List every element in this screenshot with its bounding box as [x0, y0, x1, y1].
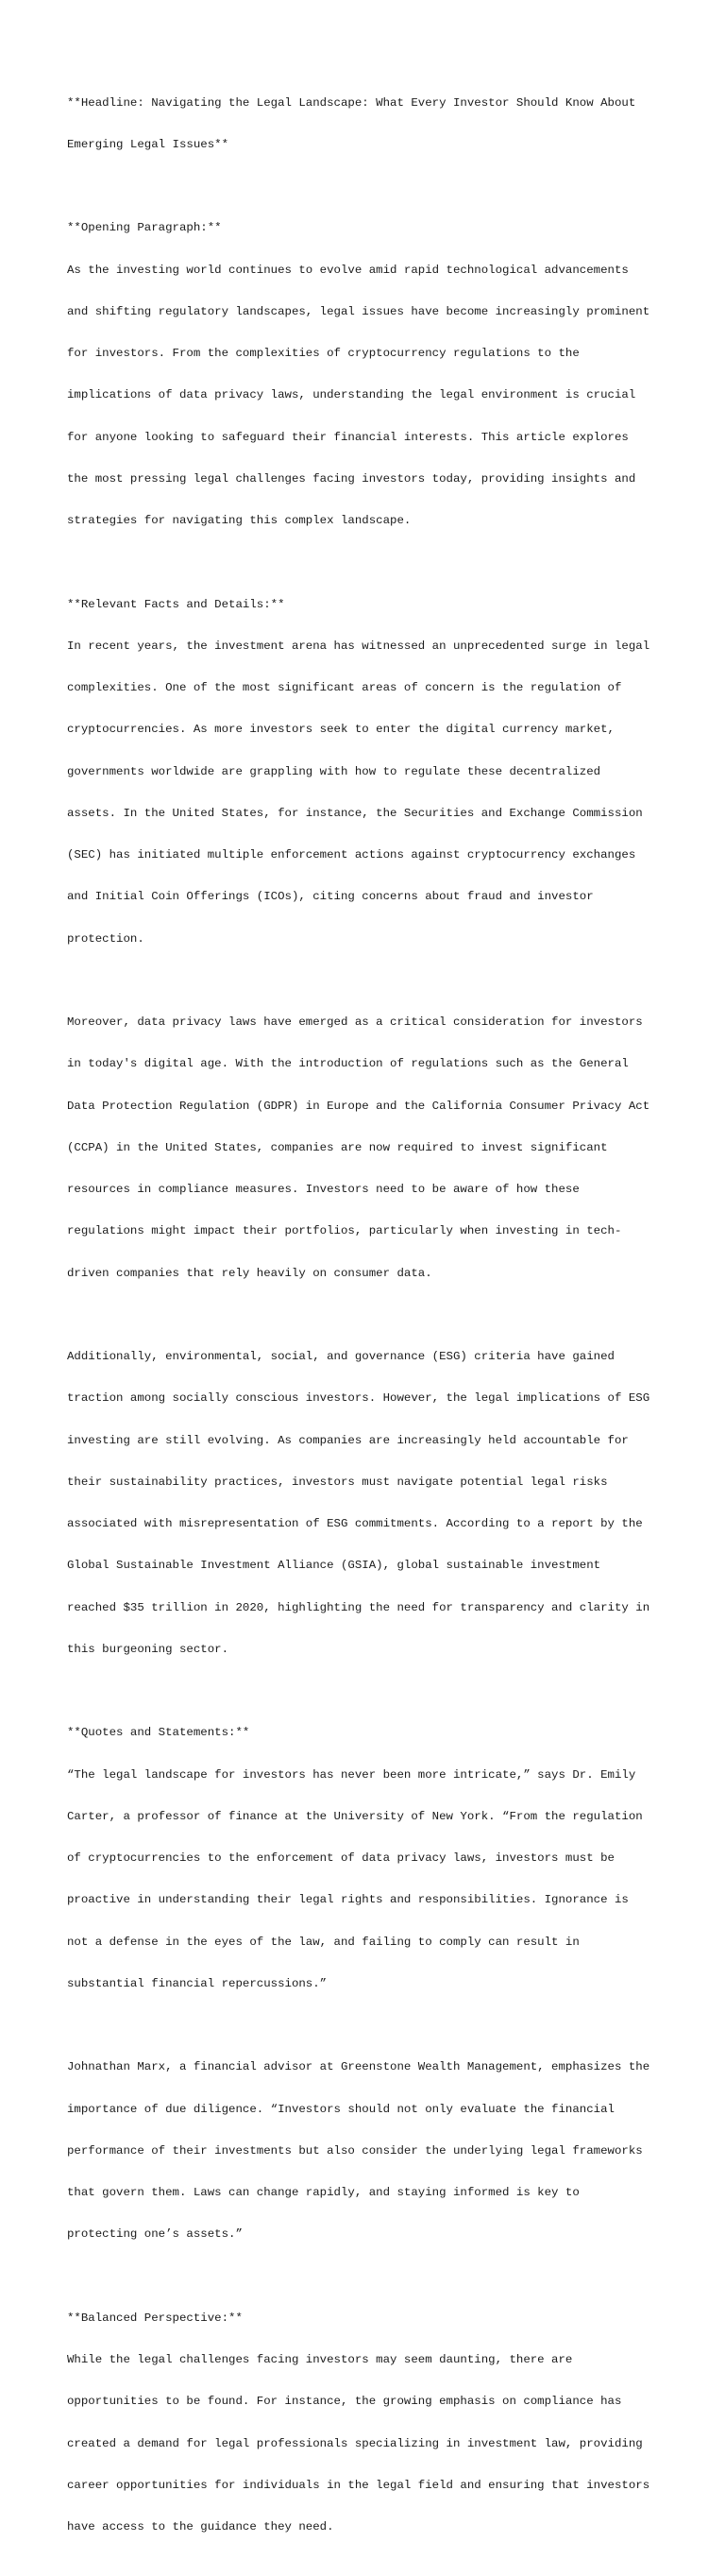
text-line: their sustainability practices, investors must navigate potential legal risks [67, 1475, 608, 1489]
text-line: created a demand for legal professionals specializing in investment law, providing [67, 2436, 643, 2450]
advisor-quote-paragraph [67, 2033, 671, 2270]
text-line: In recent years, the investment arena has witnessed an unprecedented surge in legal [67, 639, 650, 653]
section-heading: **Opening Paragraph:** [67, 221, 222, 235]
text-line: (CCPA) in the United States, companies are now required to invest significant [67, 1140, 608, 1154]
text-line: protecting one’s assets.” [67, 2227, 243, 2242]
esg-paragraph [67, 1322, 671, 1685]
text-line: importance of due diligence. “Investors should not only evaluate the financial [67, 2102, 615, 2116]
section-heading: **Balanced Perspective:** [67, 2311, 243, 2325]
text-line: complexities. One of the most significant areas of concern is the regulation of [67, 681, 622, 694]
section-heading: **Quotes and Statements:** [67, 1726, 250, 1740]
text-line: Johnathan Marx, a financial advisor at Greenstone Wealth Management, emphasizes the [67, 2060, 650, 2074]
text-line: As the investing world continues to evolve amid rapid technological advancements [67, 263, 629, 277]
quotes-paragraph [67, 1698, 671, 2019]
balanced-perspective-paragraph [67, 2283, 671, 2562]
section-heading: **Relevant Facts and Details:** [67, 597, 285, 611]
text-line: traction among socially conscious investors. However, the legal implications of ESG [67, 1391, 650, 1406]
text-line: in today's digital age. With the introduction of regulations such as the General [67, 1057, 629, 1071]
text-line: (SEC) has initiated multiple enforcement actions against cryptocurrency exchanges [67, 848, 636, 862]
text-line: **Headline: Navigating the Legal Landscape: What Every Investor Should Know About [67, 95, 636, 110]
text-line: resources in compliance measures. Investors need to be aware of how these [67, 1183, 580, 1196]
text-line: the most pressing legal challenges facing investors today, providing insights and [67, 471, 636, 486]
text-line: for investors. From the complexities of cryptocurrency regulations to the [67, 347, 580, 360]
text-line: “The legal landscape for investors has never been more intricate,” says Dr. Emily [67, 1767, 636, 1782]
text-line: proactive in understanding their legal rights and responsibilities. Ignorance is [67, 1893, 629, 1907]
text-line: and shifting regulatory landscapes, legal issues have become increasingly prominent [67, 304, 650, 318]
text-line: Carter, a professor of finance at the University of New York. “From the regulation [67, 1809, 643, 1823]
text-line: While the legal challenges facing investors may seem daunting, there are [67, 2353, 573, 2366]
headline-paragraph [67, 68, 671, 179]
text-line: substantial financial repercussions.” [67, 1976, 328, 1990]
text-line: regulations might impact their portfolios, particularly when investing in tech- [67, 1224, 622, 1238]
text-line: governments worldwide are grappling with how to regulate these decentralized [67, 764, 601, 778]
opening-paragraph [67, 194, 671, 556]
text-line: of cryptocurrencies to the enforcement of data privacy laws, investors must be [67, 1851, 615, 1865]
text-line: performance of their investments but also consider the underlying legal frameworks [67, 2143, 643, 2158]
text-line: Emerging Legal Issues** [67, 137, 229, 151]
text-line: Data Protection Regulation (GDPR) in Europe and the California Consumer Privacy Act [67, 1099, 650, 1113]
text-line: that govern them. Laws can change rapidly, and staying informed is key to [67, 2186, 580, 2199]
text-line: driven companies that rely heavily on consumer data. [67, 1266, 432, 1280]
text-line: Global Sustainable Investment Alliance (GSIA), global sustainable investment [67, 1559, 601, 1573]
text-line: assets. In the United States, for instance, the Securities and Exchange Commission [67, 806, 643, 820]
text-line: protection. [67, 931, 144, 946]
facts-paragraph [67, 570, 671, 974]
text-line: reached $35 trillion in 2020, highlighting the need for transparency and clarity in [67, 1600, 650, 1614]
text-line: this burgeoning sector. [67, 1642, 229, 1656]
text-line: implications of data privacy laws, understanding the legal environment is crucial [67, 388, 636, 402]
privacy-paragraph [67, 988, 671, 1308]
text-line: investing are still evolving. As companies are increasingly held accountable for [67, 1433, 629, 1447]
text-line: opportunities to be found. For instance, the growing emphasis on compliance has [67, 2395, 622, 2409]
text-line: have access to the guidance they need. [67, 2520, 334, 2533]
text-line: Additionally, environmental, social, and governance (ESG) criteria have gained [67, 1350, 615, 1363]
text-line: for anyone looking to safeguard their financial interests. This article explores [67, 430, 629, 444]
text-line: cryptocurrencies. As more investors seek to enter the digital currency market, [67, 723, 615, 737]
text-line: associated with misrepresentation of ESG commitments. According to a report by the [67, 1517, 643, 1530]
document-page [67, 68, 671, 2576]
text-line: and Initial Coin Offerings (ICOs), citing concerns about fraud and investor [67, 890, 594, 904]
text-line: Moreover, data privacy laws have emerged as a critical consideration for investors [67, 1015, 643, 1029]
text-line: strategies for navigating this complex landscape. [67, 514, 412, 527]
text-line: not a defense in the eyes of the law, and failing to comply can result in [67, 1935, 580, 1949]
text-line: career opportunities for individuals in the legal field and ensuring that investors [67, 2478, 650, 2492]
